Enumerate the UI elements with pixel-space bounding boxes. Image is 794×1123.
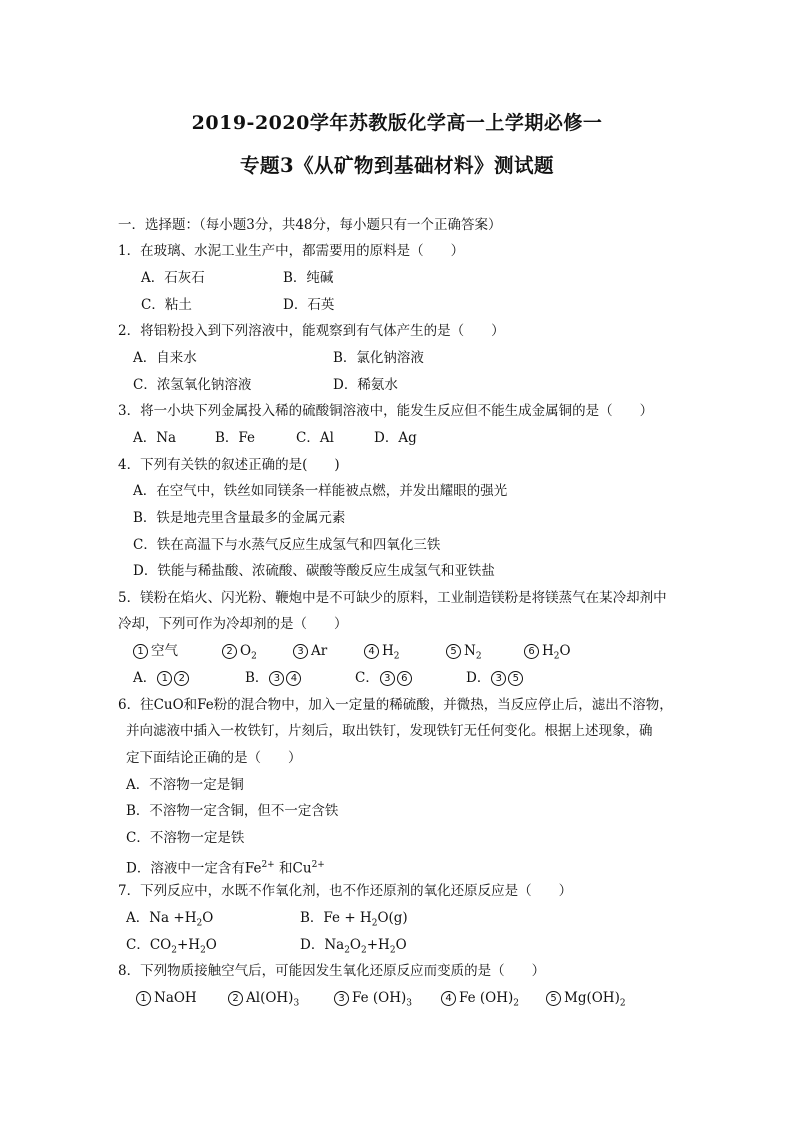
q8-item-2-number: 2 (228, 991, 243, 1006)
q8-item-5-text: Mg(OH) (564, 990, 620, 1006)
q7-option-c-sub2: 2 (200, 945, 206, 956)
question-5-stem-line1: 5．镁粉在焰火、闪光粉、鞭炮中是不可缺少的原料，工业制造镁粉是将镁蒸气在某冷却剂中 (118, 590, 667, 606)
question-5-stem-line2: 冷却，下列可作为冷却剂的是（ ） (118, 616, 348, 632)
question-6-stem-line3: 定下面结论正确的是（ ） (126, 750, 302, 766)
q5-option-a-num-1: 1 (157, 671, 172, 686)
q4-option-d: D．铁能与稀盐酸、浓硫酸、碳酸等酸反应生成氢气和亚铁盐 (133, 563, 495, 579)
q5-option-d-label: D． (466, 670, 491, 686)
q2-option-a: A．自来水 (133, 350, 197, 366)
q6-option-d-mid: 和Cu (274, 860, 312, 877)
q7-option-d-pre: D．Na (300, 937, 345, 953)
q5-item-6-text: H (542, 643, 554, 659)
q1-option-d: D．石英 (283, 297, 335, 313)
q5-option-c-num-2: 6 (397, 671, 412, 686)
q2-option-c: C．浓氢氧化钠溶液 (133, 377, 252, 393)
q5-option-a (133, 669, 190, 687)
q5-item-4-sub: 2 (393, 651, 400, 662)
q5-option-c-label: C． (355, 670, 379, 686)
q5-item-6-sub: 2 (553, 651, 560, 662)
q8-item-2 (228, 989, 299, 1013)
q8-item-4-text: Fe (OH) (459, 990, 514, 1006)
q7-option-d-sub2: 2 (361, 945, 367, 956)
q5-item-2-sub: 2 (251, 651, 257, 662)
q2-option-d: D．稀氨水 (333, 377, 398, 393)
q7-option-d-end: O (395, 937, 407, 953)
q7-option-b-pre: B．Fe + H (300, 910, 372, 926)
question-6-stem-line1: 6．往CuO和Fe粉的混合物中，加入一定量的稀硫酸，并微热，当反应停止后，滤出不溶物， (118, 697, 673, 713)
q6-option-d-pre: D．溶液中一定含有Fe (126, 860, 262, 877)
q7-option-c-pre: C．CO (126, 937, 172, 953)
q8-item-5-number: 5 (546, 991, 561, 1006)
q1-option-b: B．纯碱 (283, 270, 334, 286)
q7-option-d-sub3: 2 (389, 945, 396, 956)
q8-item-2-text: Al(OH) (246, 990, 294, 1006)
question-6-stem-line2: 并向滤液中插入一枚铁钉，片刻后，取出铁钉，发现铁钉无任何变化。根据上述现象，确 (126, 723, 653, 739)
question-7-stem: 7．下列反应中，水既不作氧化剂，也不作还原剂的氧化还原反应是（ ） (118, 883, 573, 899)
q5-item-6-tail: O (559, 643, 571, 659)
q6-option-a: A．不溶物一定是铜 (126, 777, 244, 793)
q5-option-b-label: B． (245, 670, 269, 686)
document-title: 2019-2020学年苏教版化学高一上学期必修一 (191, 112, 603, 134)
q8-item-5 (546, 989, 626, 1013)
q8-item-1-number: 1 (136, 991, 151, 1006)
q8-item-1-text: NaOH (154, 990, 197, 1006)
q8-item-3-number: 3 (334, 991, 349, 1006)
q7-option-d-mid1: O (349, 937, 361, 953)
q6-option-d-sup2: 2+ (311, 860, 325, 870)
q5-option-d (466, 669, 524, 687)
question-8-stem: 8．下列物质接触空气后，可能因发生氧化还原反应而变质的是（ ） (118, 963, 546, 979)
q4-option-c: C．铁在高温下与水蒸气反应生成氢气和四氧化三铁 (133, 537, 441, 553)
q1-option-c: C．粘土 (141, 297, 192, 313)
q8-item-4-sub: 2 (513, 998, 520, 1009)
q7-option-d-sub1: 2 (344, 945, 350, 956)
q7-option-d-post: +H (366, 937, 390, 953)
q5-item-3-number: 3 (293, 644, 308, 659)
q5-item-2-number: 2 (222, 644, 237, 659)
q7-option-a-pre: A．Na +H (126, 910, 197, 926)
q6-option-c: C．不溶物一定是铁 (126, 830, 245, 846)
q1-option-a: A．石灰石 (141, 270, 205, 286)
q5-item-1-number: 1 (133, 644, 148, 659)
q7-option-b-post: O(g) (377, 910, 408, 926)
q3-option-b: B．Fe (215, 430, 256, 446)
question-2-stem: 2．将铝粉投入到下列溶液中，能观察到有气体产生的是（ ） (118, 323, 505, 339)
question-3-stem: 3．将一小块下列金属投入稀的硫酸铜溶液中，能发生反应但不能生成金属铜的是（ ） (118, 403, 654, 419)
q5-item-4 (364, 642, 400, 666)
q5-option-d-num-1: 3 (491, 671, 506, 686)
q8-item-3-text: Fe (OH) (352, 990, 407, 1006)
q7-option-c-mid: +H (176, 937, 201, 953)
q6-option-d (126, 856, 325, 878)
q7-option-a-post: O (202, 910, 214, 926)
q8-item-4-number: 4 (441, 991, 456, 1006)
q5-item-5-text: N (464, 643, 476, 659)
q5-option-d-num-2: 5 (508, 671, 523, 686)
q7-option-c-post: O (205, 937, 217, 953)
q7-option-c (126, 936, 217, 960)
section-heading: 一．选择题：（每小题3分，共48分，每小题只有一个正确答案） (118, 217, 502, 233)
q5-item-5-sub: 2 (475, 651, 482, 662)
q7-option-a-sub: 2 (196, 918, 203, 929)
q5-item-3-text: Ar (311, 643, 328, 659)
q5-item-4-number: 4 (364, 644, 379, 659)
q6-option-b: B．不溶物一定含铜，但不一定含铁 (126, 803, 339, 819)
q5-item-5-number: 5 (446, 644, 461, 659)
q3-option-d: D．Ag (374, 430, 417, 446)
q5-option-a-label: A． (133, 670, 157, 686)
question-1-stem: 1．在玻璃、水泥工业生产中，都需要用的原料是（ ） (118, 243, 465, 259)
q5-item-4-text: H (382, 643, 394, 659)
q3-option-a: A．Na (133, 430, 177, 446)
q5-item-6-number: 6 (524, 644, 539, 659)
q8-item-5-sub: 2 (619, 998, 626, 1009)
q7-option-a (126, 909, 213, 933)
q7-option-d (300, 936, 407, 960)
q5-option-b-num-1: 3 (269, 671, 284, 686)
question-4-stem: 4．下列有关铁的叙述正确的是( ) (118, 457, 340, 473)
q5-item-2-text: O (240, 643, 252, 659)
q2-option-b: B．氯化钠溶液 (333, 350, 424, 366)
q5-option-c (355, 669, 413, 687)
q5-item-3 (293, 642, 327, 660)
q5-item-2 (222, 642, 257, 666)
q8-item-3-sub: 3 (406, 998, 413, 1009)
q8-item-4 (441, 989, 519, 1013)
q5-item-5 (446, 642, 482, 666)
q7-option-b-sub: 2 (371, 918, 378, 929)
document-subtitle: 专题3《从矿物到基础材料》测试题 (239, 154, 555, 177)
q8-item-3 (334, 989, 412, 1013)
q6-option-d-sup1: 2+ (261, 860, 275, 870)
q5-option-a-num-2: 2 (174, 671, 189, 686)
q3-option-c: C．Al (296, 430, 334, 446)
q5-item-6 (524, 642, 571, 666)
q4-option-b: B．铁是地壳里含量最多的金属元素 (133, 510, 346, 526)
q5-item-1-text: 空气 (151, 643, 178, 659)
q5-option-b-num-2: 4 (286, 671, 301, 686)
q8-item-2-sub: 3 (293, 998, 300, 1009)
q5-option-c-num-1: 3 (380, 671, 395, 686)
q7-option-b (300, 909, 408, 933)
q8-item-1 (136, 989, 197, 1007)
q4-option-a: A．在空气中，铁丝如同镁条一样能被点燃，并发出耀眼的强光 (133, 483, 508, 499)
q5-item-1 (133, 642, 178, 660)
q5-option-b (245, 669, 302, 687)
q7-option-c-sub1: 2 (171, 945, 177, 956)
